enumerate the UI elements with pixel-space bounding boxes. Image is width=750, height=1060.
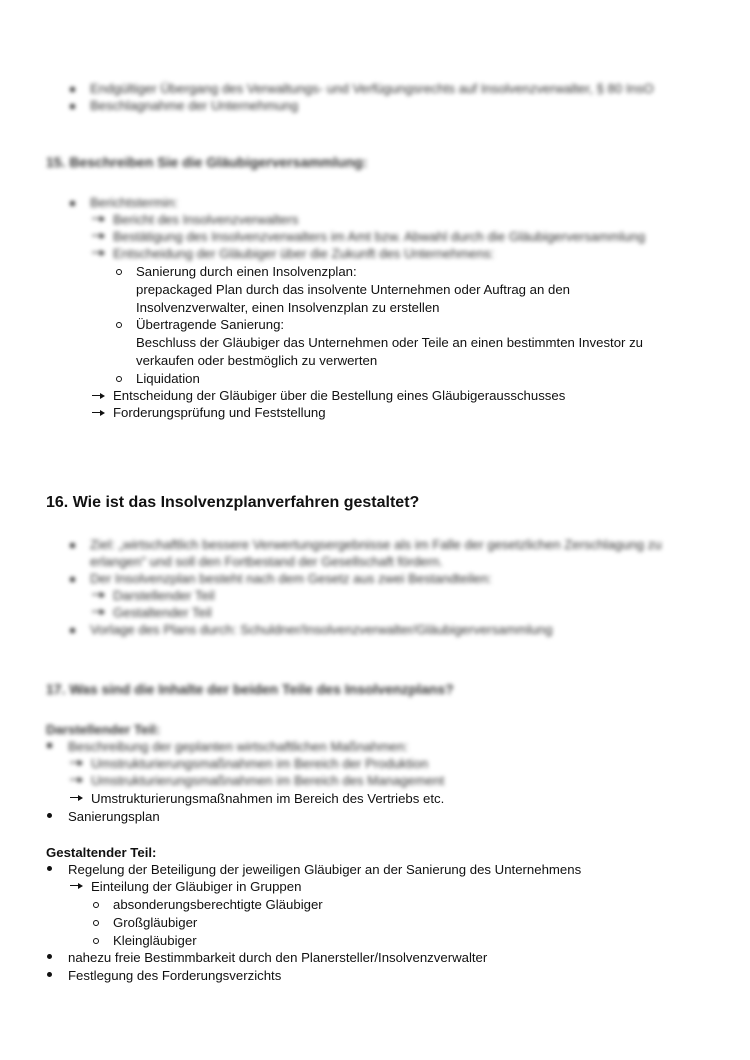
list-item-text: verkaufen oder bestmöglich zu verwerten <box>136 353 378 368</box>
list-item: Liquidation <box>136 371 200 386</box>
list-item: Sanierungsplan <box>68 809 160 824</box>
list-item: Beschreibung der geplanten wirtschaftlichen Maßnahmen: <box>68 739 409 754</box>
section-16-heading: 16. Wie ist das Insolvenzplanverfahren gestaltet? <box>46 494 420 511</box>
bullet-icon <box>70 577 75 582</box>
bullet-icon <box>70 201 75 206</box>
section-15-heading: 15. Beschreiben Sie die Gläubigerversammlung: <box>46 154 368 170</box>
section-17-heading: 17. Was sind die Inhalte der beiden Teile des Insolvenzplans? <box>46 681 454 697</box>
circle-bullet-icon <box>93 920 99 926</box>
bullet-icon <box>47 972 52 977</box>
list-item: Umstrukturierungsmaßnahmen im Bereich der Produktion <box>91 756 429 771</box>
list-item-text: erlangen" und soll den Fortbestand der Gesellschaft fördern. <box>90 554 443 569</box>
list-item: Vorlage des Plans durch: Schuldner/Insolvenzverwalter/Gläubigerversammlung <box>90 622 553 637</box>
bullet-icon <box>47 813 52 818</box>
arrow-icon <box>70 759 84 767</box>
circle-bullet-icon <box>116 269 122 275</box>
list-item: absonderungsberechtigte Gläubiger <box>113 897 323 912</box>
circle-bullet-icon <box>93 938 99 944</box>
list-item: Umstrukturierungsmaßnahmen im Bereich des Management <box>91 773 445 788</box>
subsection-title: Gestaltender Teil: <box>46 845 157 860</box>
bullet-icon <box>70 628 75 633</box>
bullet-icon <box>47 743 52 748</box>
list-item: Bestätigung des Insolvenzverwalters im Amt bzw. Abwahl durch die Gläubigerversammlung <box>113 229 646 244</box>
list-item: Bericht des Insolvenzverwalters <box>113 212 299 227</box>
list-item: nahezu freie Bestimmbarkeit durch den Planersteller/Insolvenzverwalter <box>68 950 488 965</box>
arrow-icon <box>92 249 106 257</box>
bullet-icon <box>47 954 52 959</box>
list-item: Entscheidung der Gläubiger über die Zukunft des Unternehmens: <box>113 246 495 261</box>
circle-bullet-icon <box>116 376 122 382</box>
list-item: Umstrukturierungsmaßnahmen im Bereich des Vertriebs etc. <box>91 791 445 806</box>
list-item: Großgläubiger <box>113 915 198 930</box>
list-item: Sanierung durch einen Insolvenzplan: <box>136 264 357 279</box>
arrow-icon <box>70 794 84 802</box>
list-item-text: prepackaged Plan durch das insolvente Unternehmen oder Auftrag an den <box>136 282 571 297</box>
list-item: Beschlagnahme der Unternehmung <box>90 98 299 113</box>
list-item: Ziel: „wirtschaftlich bessere Verwertungsergebnisse als im Falle der gesetzlichen Zerschlagung zu <box>90 537 662 552</box>
arrow-icon <box>92 608 106 616</box>
subsection-title: Darstellender Teil: <box>46 722 161 737</box>
list-item: Einteilung der Gläubiger in Gruppen <box>91 879 302 894</box>
arrow-icon <box>92 591 106 599</box>
arrow-icon <box>70 882 84 890</box>
list-item: Kleingläubiger <box>113 933 197 948</box>
circle-bullet-icon <box>116 322 122 328</box>
arrow-icon <box>92 409 106 417</box>
bullet-icon <box>70 543 75 548</box>
list-item: Entscheidung der Gläubiger über die Bestellung eines Gläubigerausschusses <box>113 388 566 403</box>
list-item: Darstellender Teil <box>113 588 215 603</box>
list-item: Festlegung des Forderungsverzichts <box>68 968 282 983</box>
list-item-text: Insolvenzverwalter, einen Insolvenzplan zu erstellen <box>136 300 440 315</box>
list-item: Der Insolvenzplan besteht nach dem Gesetz aus zwei Bestandteilen: <box>90 571 492 586</box>
arrow-icon <box>92 392 106 400</box>
bullet-icon <box>70 104 75 109</box>
list-item: Übertragende Sanierung: <box>136 317 285 332</box>
bullet-icon <box>47 866 52 871</box>
list-item: Endgültiger Übergang des Verwaltungs- und Verfügungsrechts auf Insolvenzverwalter, § 80 InsO <box>90 81 654 96</box>
bullet-icon <box>70 87 75 92</box>
list-item: Regelung der Beteiligung der jeweiligen Gläubiger an der Sanierung des Unternehmens <box>68 862 582 877</box>
arrow-icon <box>92 215 106 223</box>
arrow-icon <box>92 232 106 240</box>
list-item: Gestaltender Teil <box>113 605 212 620</box>
list-item-text: Beschluss der Gläubiger das Unternehmen oder Teile an einen bestimmten Investor zu <box>136 335 644 350</box>
circle-bullet-icon <box>93 902 99 908</box>
arrow-icon <box>70 776 84 784</box>
list-item: Berichtstermin: <box>90 195 178 210</box>
list-item: Forderungsprüfung und Feststellung <box>113 405 326 420</box>
